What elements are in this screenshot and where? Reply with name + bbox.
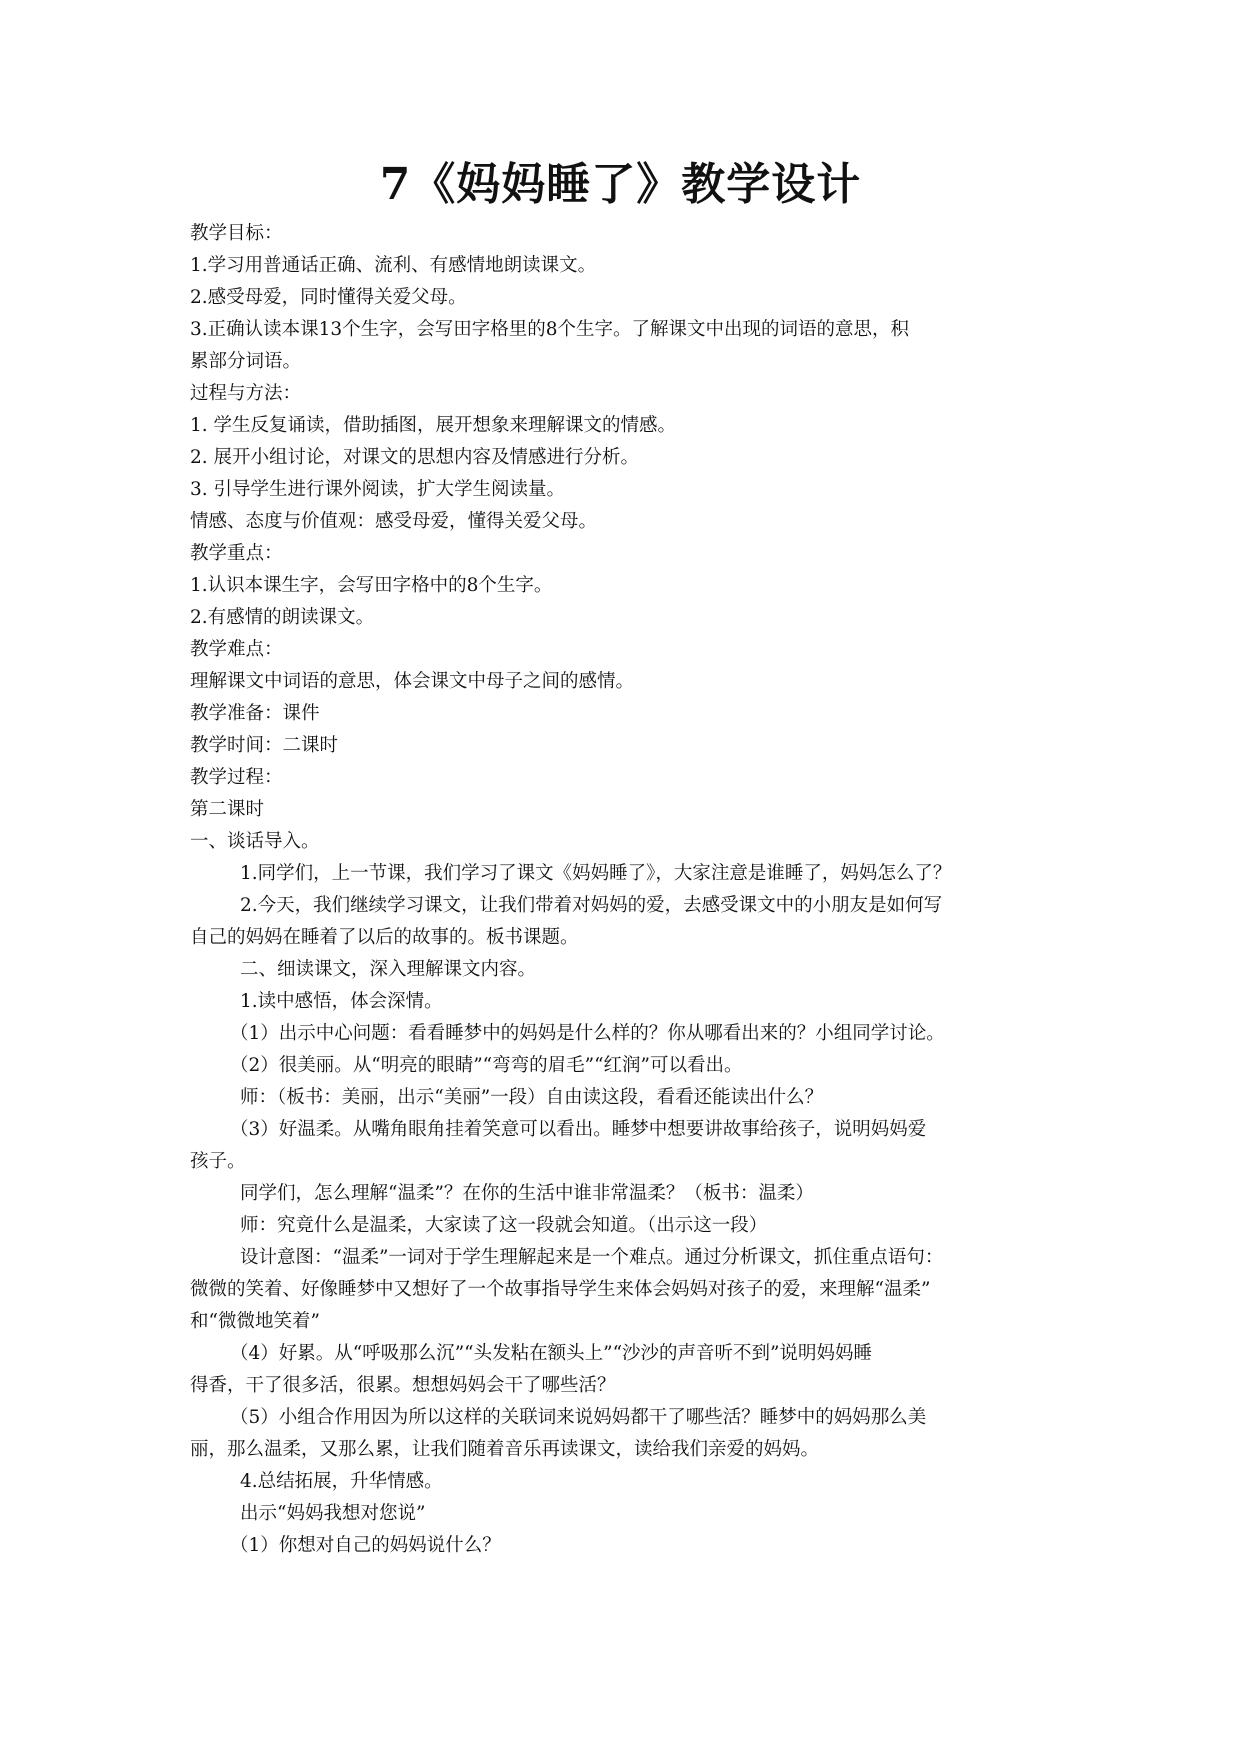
text-line: 微微的笑着、好像睡梦中又想好了一个故事指导学生来体会妈妈对孩子的爱，来理解“温柔”	[190, 1279, 931, 1300]
text-line: 3.正确认读本课13个生字，会写田字格里的8个生字。了解课文中出现的词语的意思，积	[190, 319, 909, 340]
text-line: 第二课时	[190, 799, 265, 820]
text-line: 情感、态度与价值观：感受母爱，懂得关爱父母。	[190, 511, 598, 532]
text-line: 2.有感情的朗读课文。	[190, 607, 375, 628]
text-line: 设计意图：“温柔”一词对于学生理解起来是一个难点。通过分析课文，抓住重点语句：	[240, 1247, 944, 1268]
text-line: （2）很美丽。从“明亮的眼睛”“弯弯的眉毛”“红润”可以看出。	[230, 1055, 743, 1076]
text-line: 和“微微地笑着”	[190, 1311, 320, 1332]
text-line: 教学难点：	[190, 639, 283, 660]
text-line: 累部分词语。	[190, 351, 302, 372]
text-line: （1）你想对自己的妈妈说什么？	[230, 1535, 501, 1556]
text-line: 教学过程：	[190, 767, 283, 788]
text-line: 教学准备：课件	[190, 703, 320, 724]
text-line: 过程与方法：	[190, 383, 302, 404]
text-line: （5）小组合作用因为所以这样的关联词来说妈妈都干了哪些活？睡梦中的妈妈那么美	[230, 1407, 927, 1428]
text-line: 师：（板书：美丽，出示“美丽”一段）自由读这段，看看还能读出什么？	[240, 1087, 824, 1108]
text-line: 教学目标：	[190, 223, 283, 244]
text-line: 2.感受母爱，同时懂得关爱父母。	[190, 287, 467, 308]
text-line: 2. 展开小组讨论，对课文的思想内容及情感进行分析。	[190, 447, 640, 468]
text-line: （1）出示中心问题：看看睡梦中的妈妈是什么样的？你从哪看出来的？小组同学讨论。	[230, 1023, 945, 1044]
text-line: 得香，干了很多活，很累。想想妈妈会干了哪些活？	[190, 1375, 616, 1396]
text-line: 4.总结拓展，升华情感。	[240, 1471, 443, 1492]
text-line: 3. 引导学生进行课外阅读，扩大学生阅读量。	[190, 479, 566, 500]
text-line: 教学时间：二课时	[190, 735, 339, 756]
text-line: 一、谈话导入。	[190, 831, 320, 852]
text-line: 出示“妈妈我想对您说”	[240, 1503, 426, 1524]
document-title: 7《妈妈睡了》教学设计	[379, 159, 862, 210]
text-line: （4）好累。从“呼吸那么沉”“头发粘在额头上”“沙沙的声音听不到”说明妈妈睡	[230, 1343, 873, 1364]
text-line: 同学们，怎么理解“温柔”？在你的生活中谁非常温柔？（板书：温柔）	[240, 1183, 814, 1204]
text-line: 1.学习用普通话正确、流利、有感情地朗读课文。	[190, 255, 597, 276]
text-line: 理解课文中词语的意思，体会课文中母子之间的感情。	[190, 671, 635, 692]
text-line: 1.认识本课生字，会写田字格中的8个生字。	[190, 575, 553, 596]
text-line: 孩子。	[190, 1151, 246, 1172]
text-line: 1. 学生反复诵读，借助插图，展开想象来理解课文的情感。	[190, 415, 677, 436]
text-line: 1.读中感悟，体会深情。	[240, 991, 443, 1012]
text-line: 1.同学们，上一节课，我们学习了课文《妈妈睡了》，大家注意是谁睡了，妈妈怎么了？	[240, 863, 952, 884]
text-line: 2.今天，我们继续学习课文，让我们带着对妈妈的爱，去感受课文中的小朋友是如何写	[240, 895, 943, 916]
text-line: 丽，那么温柔，又那么累，让我们随着音乐再读课文，读给我们亲爱的妈妈。	[190, 1439, 820, 1460]
text-line: 自己的妈妈在睡着了以后的故事的。板书课题。	[190, 927, 579, 948]
text-line: 师：究竟什么是温柔，大家读了这一段就会知道。（出示这一段）	[240, 1215, 768, 1236]
text-line: （3）好温柔。从嘴角眼角挂着笑意可以看出。睡梦中想要讲故事给孩子，说明妈妈爱	[230, 1119, 927, 1140]
text-line: 二、细读课文，深入理解课文内容。	[240, 959, 537, 980]
text-line: 教学重点：	[190, 543, 283, 564]
